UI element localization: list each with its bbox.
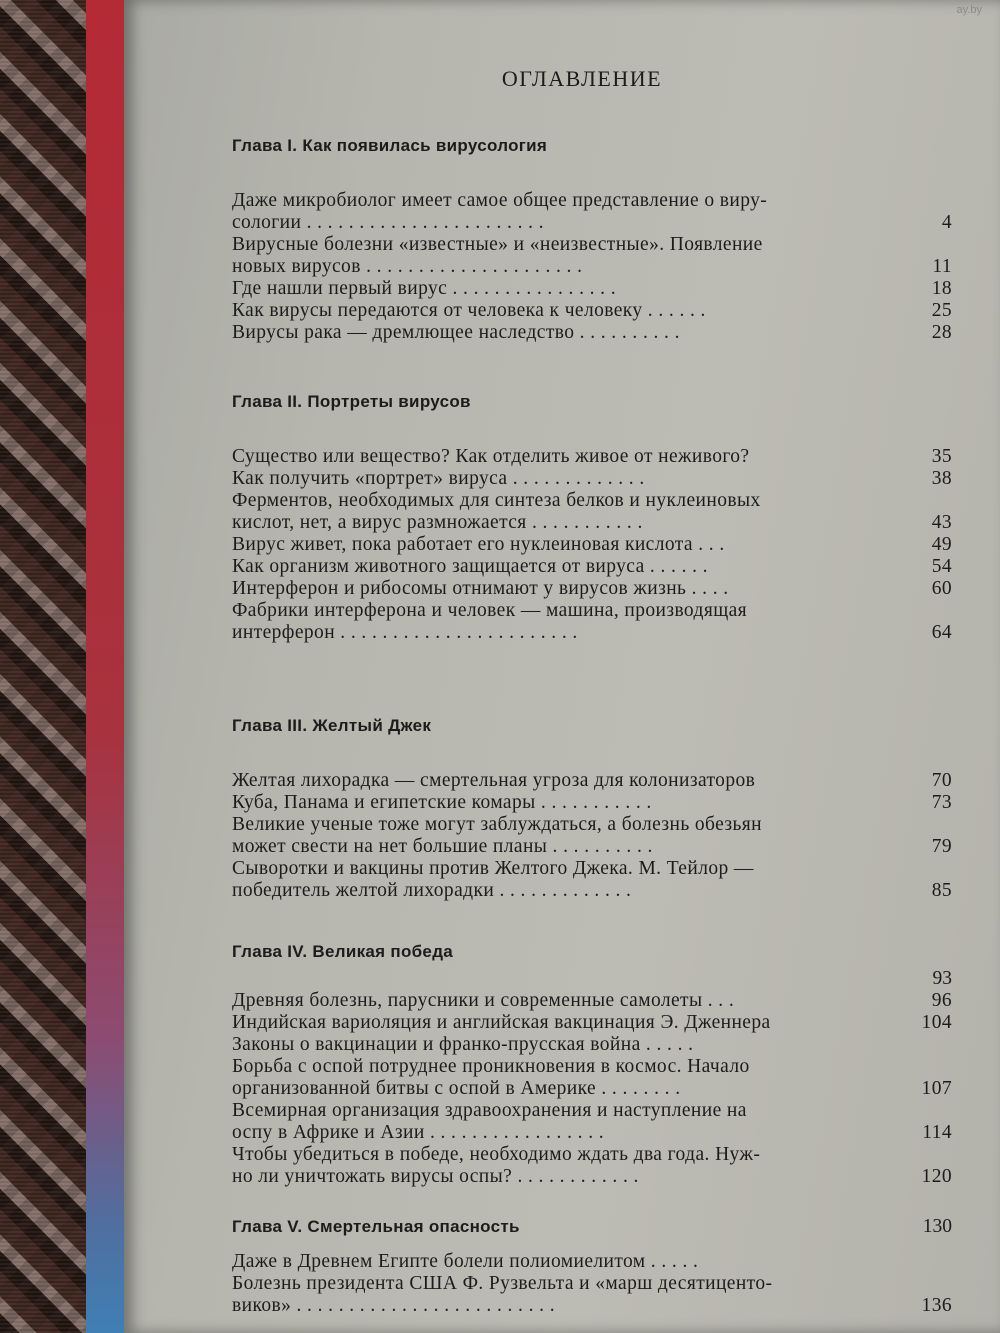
toc-entry-text <box>232 468 892 490</box>
toc-entry-text <box>232 578 892 600</box>
toc-entry <box>232 234 952 278</box>
toc-entry-line: Как вирусы передаются от человека к человеку . . . . . . <box>232 300 706 321</box>
page-number: 70 <box>931 770 952 791</box>
toc-entry-line: виков» . . . . . . . . . . . . . . . . . . . . . . . . . <box>232 1295 555 1316</box>
toc-entry-text <box>232 300 892 322</box>
toc-entry <box>232 1056 952 1100</box>
toc-entry <box>232 190 952 234</box>
toc-entry <box>232 1144 952 1188</box>
toc-entry <box>232 990 952 1012</box>
toc-entry <box>232 490 952 534</box>
toc-entry-line: Вирус живет, пока работает его нуклеиновая кислота . . . <box>232 534 725 555</box>
toc-entry-text <box>232 1273 892 1317</box>
toc-entry <box>232 468 952 490</box>
toc-entry <box>232 792 952 814</box>
toc-entry-text <box>232 1012 892 1034</box>
toc-entry-line: организованной битвы с оспой в Америке . . . . . . . . <box>232 1078 681 1099</box>
toc-entry-line: Куба, Панама и египетские комары . . . . . . . . . . . <box>232 792 652 813</box>
toc-entry-line: Как организм животного защищается от вируса . . . . . . <box>232 556 708 577</box>
toc-entry-line: Желтая лихорадка — смертельная угроза для колонизаторов <box>232 770 756 791</box>
page-number: 130 <box>922 1216 952 1237</box>
toc-entry-text <box>232 858 892 902</box>
toc-entry <box>232 578 952 600</box>
toc-entry <box>232 446 952 468</box>
toc-entry-line: новых вирусов . . . . . . . . . . . . . . . . . . . . . <box>232 256 583 277</box>
toc-entry-line: Сыворотки и вакцины против Желтого Джека. М. Тейлор — <box>232 858 754 879</box>
page-number: 38 <box>931 468 952 489</box>
chapter-title: Глава IV. Великая победа <box>232 942 454 961</box>
toc-entry <box>232 1034 952 1056</box>
toc-entry-text <box>232 190 892 234</box>
toc-heading: ОГЛАВЛЕНИЕ <box>501 66 663 91</box>
page-number: 35 <box>931 446 952 467</box>
toc-entry-text <box>232 556 892 578</box>
toc-entry-text <box>232 1100 892 1144</box>
toc-entry-line: Всемирная организация здравоохранения и наступление на <box>232 1100 747 1121</box>
toc-entry <box>232 1100 952 1144</box>
toc-entry-line: победитель желтой лихорадки . . . . . . . . . . . . . <box>232 880 632 901</box>
toc-entry-text <box>232 1034 892 1056</box>
toc-entry <box>232 770 952 792</box>
page-number: 107 <box>921 1078 952 1099</box>
toc-entry-line: оспу в Африке и Азии . . . . . . . . . . . . . . . . . <box>232 1122 605 1143</box>
toc-entry <box>232 600 952 644</box>
toc-entry-text <box>232 792 892 814</box>
toc-entry-line: Борьба с оспой потруднее проникновения в космос. Начало <box>232 1056 750 1077</box>
toc-entry-line: Где нашли первый вирус . . . . . . . . . . . . . . . . <box>232 278 617 299</box>
toc-entry-line: Даже микробиолог имеет самое общее представление о виру- <box>232 190 768 211</box>
chapter-title: Глава III. Желтый Джек <box>232 716 432 735</box>
toc-entry-text <box>232 234 892 278</box>
page-number: 54 <box>931 556 952 577</box>
page-number: 73 <box>931 792 952 813</box>
toc-entry-text <box>232 1056 892 1100</box>
page-number: 96 <box>931 990 952 1011</box>
toc-entry <box>232 814 952 858</box>
toc-entry-text <box>232 278 892 300</box>
page-number: 25 <box>931 300 952 321</box>
page-number: 85 <box>931 880 952 901</box>
toc-entry-line: Болезнь президента США Ф. Рузвельта и «марш десятиценто- <box>232 1273 773 1294</box>
toc-entry-text <box>232 534 892 556</box>
chapter-title: Глава V. Смертельная опасность <box>232 1217 520 1236</box>
toc-entry-text <box>232 322 892 344</box>
toc-entry <box>232 278 952 300</box>
toc-entry-text <box>232 490 892 534</box>
toc-entry <box>232 858 952 902</box>
toc-entry-line: интерферон . . . . . . . . . . . . . . . . . . . . . . . <box>232 622 578 643</box>
toc-entry <box>232 300 952 322</box>
toc-entry-line: Вирусы рака — дремлющее наследство . . . . . . . . . . <box>232 322 680 343</box>
toc-entry-line: Как получить «портрет» вируса . . . . . . . . . . . . . <box>232 468 645 489</box>
book-cover-edge <box>86 0 126 1333</box>
toc-entry-line: Интерферон и рибосомы отнимают у вирусов жизнь . . . . <box>232 578 729 599</box>
toc-entry <box>232 1273 952 1317</box>
toc-entry-line: Индийская вариоляция и английская вакцинация Э. Дженнера <box>232 1012 771 1033</box>
toc-entry-line: Великие ученые тоже могут заблуждаться, а болезнь обезьян <box>232 814 762 835</box>
toc-entry-line: сологии . . . . . . . . . . . . . . . . . . . . . . . <box>232 212 544 233</box>
page-number: 64 <box>931 622 952 643</box>
toc-entry-text <box>232 1251 892 1273</box>
toc-entry-line: Существо или вещество? Как отделить живое от неживого? <box>232 446 750 467</box>
page-number: 49 <box>931 534 952 555</box>
page-number: 136 <box>921 1295 952 1316</box>
toc-entry <box>232 1251 952 1273</box>
toc-entry-text <box>232 446 892 468</box>
watermark: ay.by <box>956 4 982 16</box>
chapter-title: Глава II. Портреты вирусов <box>232 392 471 411</box>
toc-entry-line: Вирусные болезни «известные» и «неизвестные». Появление <box>232 234 763 255</box>
toc-entry-line: Древняя болезнь, парусники и современные самолеты . . . <box>232 990 735 1011</box>
page-number: 114 <box>922 1122 952 1143</box>
toc-entry-text <box>232 1144 892 1188</box>
page-number: 4 <box>941 212 952 233</box>
toc-entry <box>232 1012 952 1034</box>
toc-entry-line: Даже в Древнем Египте болели полиомиелитом . . . . . <box>232 1251 699 1272</box>
page-number: 60 <box>931 578 952 599</box>
toc-entry <box>232 556 952 578</box>
page-number: 11 <box>932 256 952 277</box>
toc-entry <box>232 322 952 344</box>
chapter-5 <box>232 1216 952 1317</box>
toc-entry-line: Ферментов, необходимых для синтеза белков и нуклеиновых <box>232 490 761 511</box>
toc-entry-line: Чтобы убедиться в победе, необходимо ждать два года. Нуж- <box>232 1144 761 1165</box>
toc-entry-line: кислот, нет, а вирус размножается . . . . . . . . . . . <box>232 512 643 533</box>
page-number: 79 <box>931 836 952 857</box>
toc-entry-text <box>232 814 892 858</box>
chapter-title: Глава I. Как появилась вирусология <box>232 136 548 155</box>
chapter-1 <box>232 136 952 344</box>
toc-entry-line: Фабрики интерферона и человек — машина, производящая <box>232 600 748 621</box>
page-number: 43 <box>931 512 952 533</box>
toc-entry-line: Законы о вакцинации и франко-прусская война . . . . . <box>232 1034 694 1055</box>
toc-entry-line: но ли уничтожать вирусы оспы? . . . . . . . . . . . . <box>232 1166 639 1187</box>
book-page <box>124 0 1000 1333</box>
toc-entry-text <box>232 990 892 1012</box>
toc-entry <box>232 534 952 556</box>
page-number: 28 <box>931 322 952 343</box>
chapter-2 <box>232 392 952 644</box>
toc-entry-text <box>232 770 892 792</box>
toc-entry-text <box>232 600 892 644</box>
page-number: 104 <box>921 1012 952 1033</box>
page-number: 120 <box>921 1166 952 1187</box>
chapter-3 <box>232 716 952 902</box>
page-number: 93 <box>932 968 952 989</box>
chapter-4 <box>232 942 952 1188</box>
page-number: 18 <box>931 278 952 299</box>
toc-entry-line: может свести на нет большие планы . . . . . . . . . . <box>232 836 653 857</box>
